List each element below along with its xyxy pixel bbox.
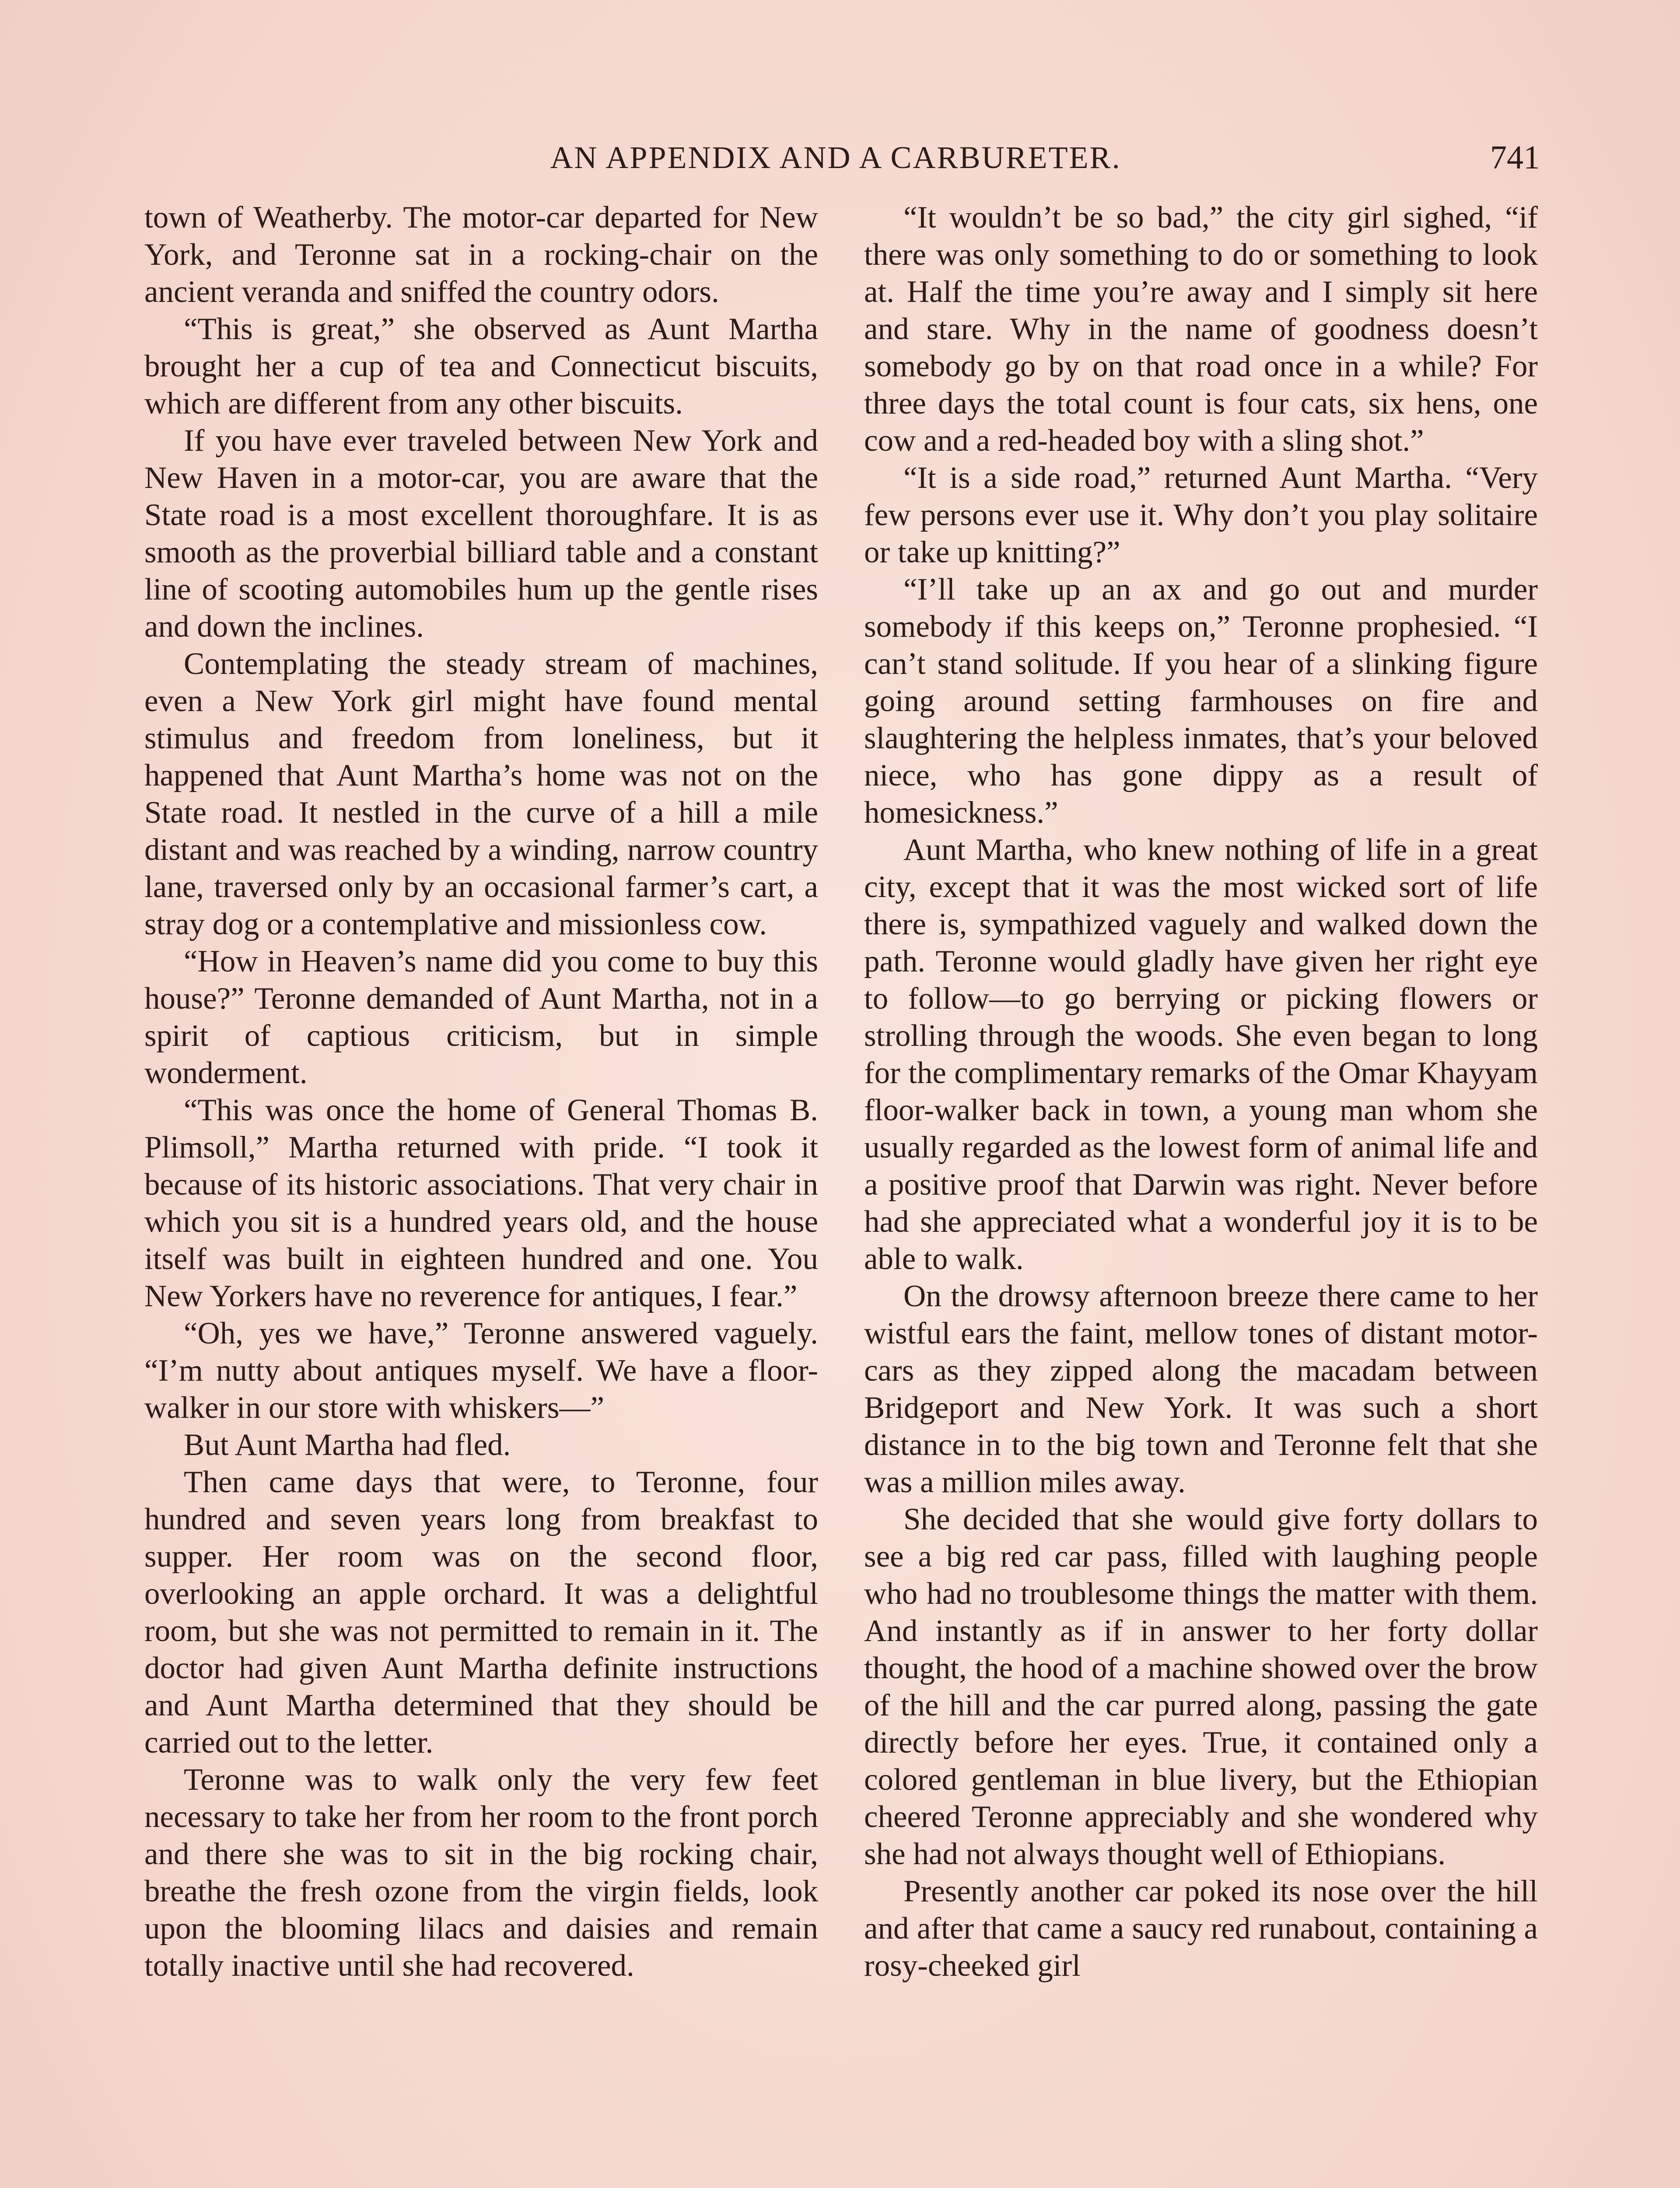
running-header [131, 131, 1540, 184]
paragraph: Presently another car poked its nose over the hill and after that came a saucy red runabout, containing a rosy-cheeked girl [864, 1874, 1538, 1983]
paragraph: “How in Heaven’s name did you come to buy this house?” Teronne demanded of Aunt Martha, not in a spirit of captious criticism, but in simple wonderment. [144, 944, 818, 1090]
paragraph: “Oh, yes we have,” Teronne answered vaguely. “I’m nutty about antiques myself. We have a floor-walker in our store with whiskers—” [144, 1316, 818, 1425]
running-title: AN APPENDIX AND A CARBURETER. [550, 140, 1121, 175]
paragraph: She decided that she would give forty dollars to see a big red car pass, filled with laughing people who had no troublesome things the matter with them. And instantly as if in answer to her forty dollar thought, the hood of a machine showed over the brow of the hill and the car purred along, passing the gate directly before her eyes. True, it contained only a colored gentleman in blue livery, but the Ethiopian cheered Teronne appreciably and she wondered why she had not always thought well of Ethiopians. [864, 1502, 1538, 1871]
paragraph: “This was once the home of General Thomas B. Plimsoll,” Martha returned with pride. “I took it because of its historic associations. That very chair in which you sit is a hundred years old, and the house itself was built in eighteen hundred and one. You New Yorkers have no reverence for antiques, I fear.” [144, 1093, 818, 1313]
paragraph: “It is a side road,” returned Aunt Martha. “Very few persons ever use it. Why don’t you play solitaire or take up knitting?” [864, 461, 1538, 569]
paragraph: If you have ever traveled between New York and New Haven in a motor-car, you are aware that the State road is a most excellent thoroughfare. It is as smooth as the proverbial billiard table and a constant line of scooting automobiles hum up the gentle rises and down the inclines. [144, 424, 818, 644]
paragraph: Contemplating the steady stream of machines, even a New York girl might have found mental stimulus and freedom from loneliness, but it happened that Aunt Martha’s home was not on the State road. It nestled in the curve of a hill a mile distant and was reached by a winding, narrow country lane, traversed only by an occasional farmer’s cart, a stray dog or a contemplative and missionless cow. [144, 647, 818, 941]
paragraph: Then came days that were, to Teronne, four hundred and seven years long from breakfast to supper. Her room was on the second floor, overlooking an apple orchard. It was a delightful room, but she was not permitted to remain in it. The doctor had given Aunt Martha definite instructions and Aunt Martha determined that they should be carried out to the letter. [144, 1465, 818, 1760]
left-column [144, 199, 818, 1985]
paragraph: But Aunt Martha had fled. [184, 1428, 511, 1462]
paragraph: Aunt Martha, who knew nothing of life in a great city, except that it was the most wicked sort of life there is, sympathized vaguely and walked down the path. Teronne would gladly have given her right eye to follow—to go berrying or picking flowers or strolling through the woods. She even began to long for the complimentary remarks of the Omar Khayyam floor-walker back in town, a young man whom she usually regarded as the lowest form of animal life and a positive proof that Darwin was right. Never before had she appreciated what a wonderful joy it is to be able to walk. [864, 833, 1538, 1276]
paragraph: “This is great,” she observed as Aunt Martha brought her a cup of tea and Connecticut biscuits, which are different from any other biscuits. [144, 312, 818, 421]
paragraph: On the drowsy afternoon breeze there came to her wistful ears the faint, mellow tones of distant motor-cars as they zipped along the macadam between Bridgeport and New York. It was such a short distance in to the big town and Teronne felt that she was a million miles away. [864, 1279, 1538, 1499]
page-number: 741 [1490, 139, 1540, 176]
right-column [864, 199, 1538, 1985]
paragraph: town of Weatherby. The motor-car departed for New York, and Teronne sat in a rocking-chair on the ancient veranda and sniffed the country odors. [144, 200, 818, 309]
paragraph: “I’ll take up an ax and go out and murder somebody if this keeps on,” Teronne prophesied. “I can’t stand solitude. If you hear of a slinking figure going around setting farmhouses on fire and slaughtering the helpless inmates, that’s your beloved niece, who has gone dippy as a result of homesickness.” [864, 572, 1538, 830]
paragraph: “It wouldn’t be so bad,” the city girl sighed, “if there was only something to do or something to look at. Half the time you’re away and I simply sit here and stare. Why in the name of goodness doesn’t somebody go by on that road once in a while? For three days the total count is four cats, six hens, one cow and a red-headed boy with a sling shot.” [864, 200, 1538, 458]
paragraph: Teronne was to walk only the very few feet necessary to take her from her room to the front porch and there she was to sit in the big rocking chair, breathe the fresh ozone from the virgin fields, look upon the blooming lilacs and daisies and remain totally inactive until she had recovered. [144, 1763, 818, 1983]
